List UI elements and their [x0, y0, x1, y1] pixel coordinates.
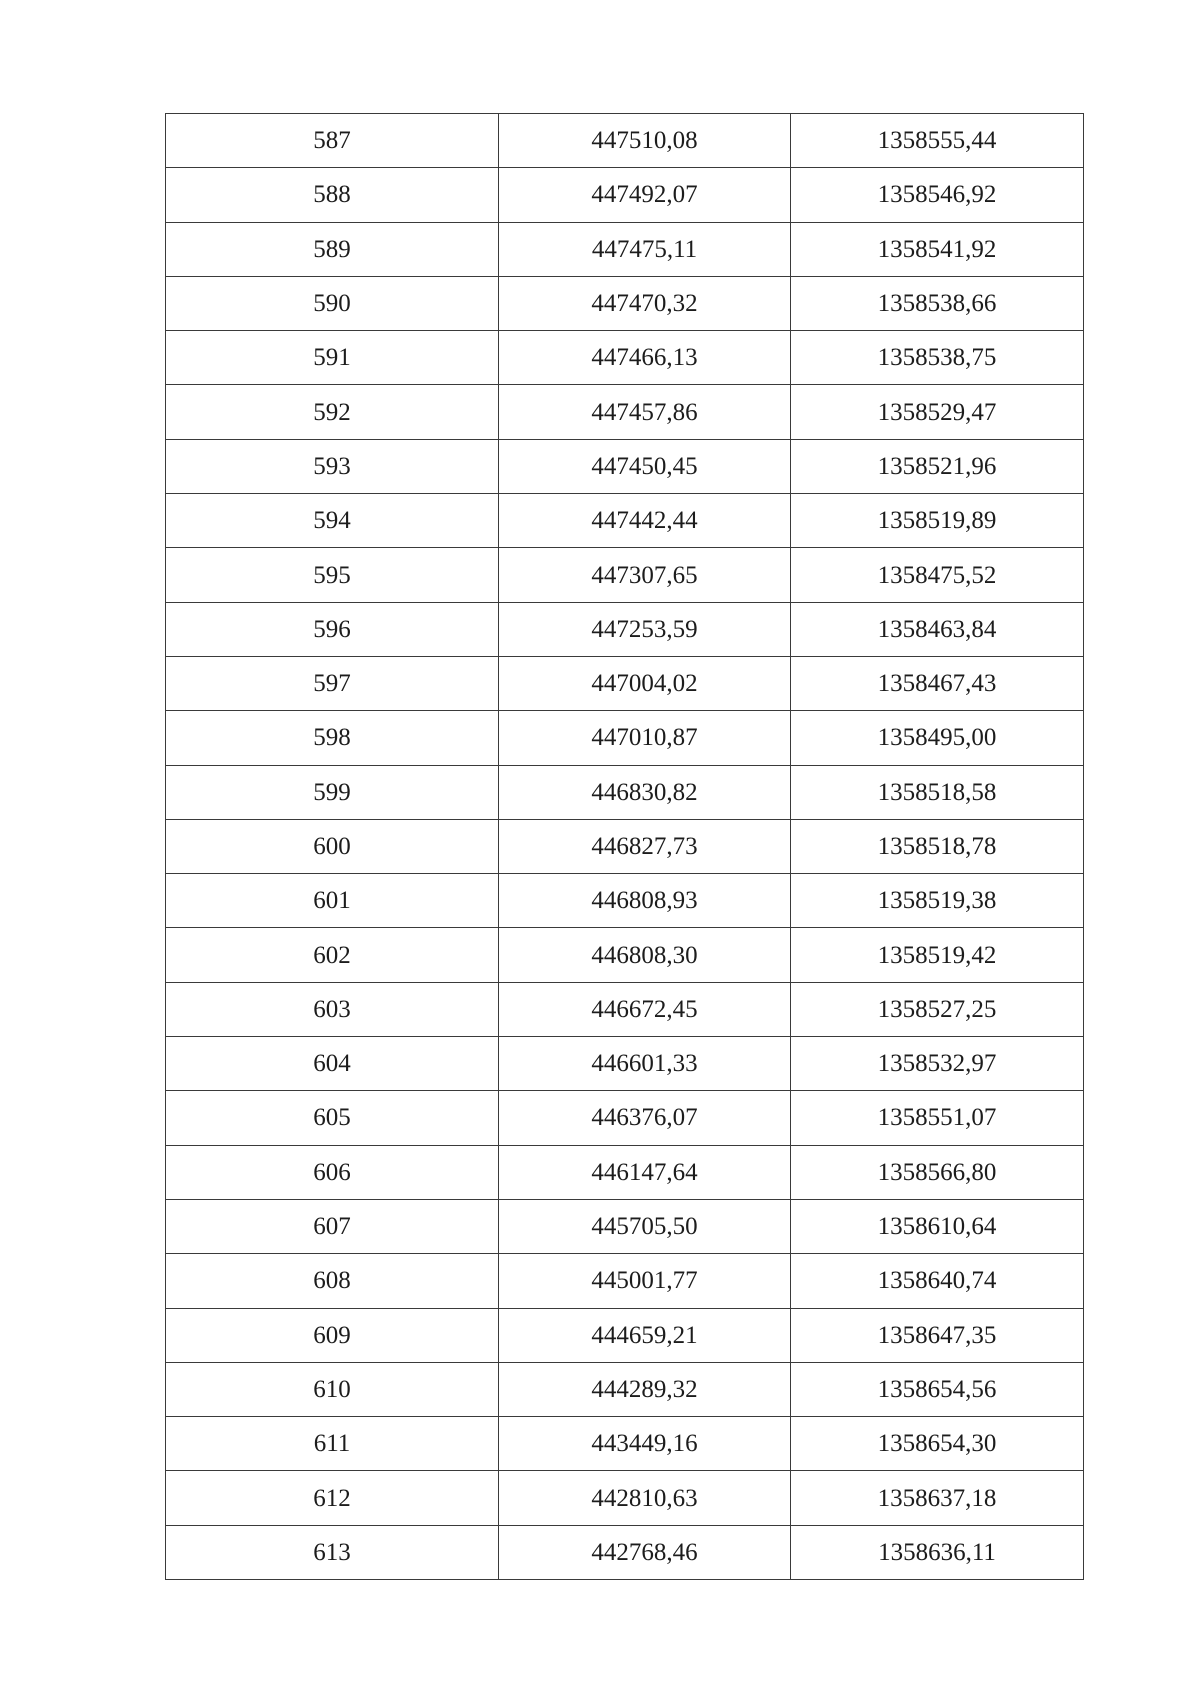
x-coordinate-cell: 446147,64 [499, 1145, 791, 1199]
coordinates-table-body [166, 114, 1084, 1580]
table-row [166, 1417, 1084, 1471]
table-row [166, 656, 1084, 710]
x-coordinate-cell: 442810,63 [499, 1471, 791, 1525]
y-coordinate-cell: 1358519,89 [791, 494, 1084, 548]
point-number-cell: 590 [166, 276, 499, 330]
point-number-cell: 600 [166, 819, 499, 873]
x-coordinate-cell: 447466,13 [499, 331, 791, 385]
x-coordinate-cell: 446808,93 [499, 874, 791, 928]
point-number-cell: 610 [166, 1362, 499, 1416]
y-coordinate-cell: 1358541,92 [791, 222, 1084, 276]
table-row [166, 1308, 1084, 1362]
point-number-cell: 606 [166, 1145, 499, 1199]
y-coordinate-cell: 1358610,64 [791, 1199, 1084, 1253]
y-coordinate-cell: 1358532,97 [791, 1037, 1084, 1091]
table-row [166, 928, 1084, 982]
y-coordinate-cell: 1358495,00 [791, 711, 1084, 765]
table-row [166, 385, 1084, 439]
y-coordinate-cell: 1358467,43 [791, 656, 1084, 710]
y-coordinate-cell: 1358637,18 [791, 1471, 1084, 1525]
y-coordinate-cell: 1358647,35 [791, 1308, 1084, 1362]
y-coordinate-cell: 1358546,92 [791, 168, 1084, 222]
table-row [166, 331, 1084, 385]
y-coordinate-cell: 1358538,66 [791, 276, 1084, 330]
y-coordinate-cell: 1358566,80 [791, 1145, 1084, 1199]
table-row [166, 874, 1084, 928]
point-number-cell: 612 [166, 1471, 499, 1525]
point-number-cell: 598 [166, 711, 499, 765]
y-coordinate-cell: 1358640,74 [791, 1254, 1084, 1308]
x-coordinate-cell: 447442,44 [499, 494, 791, 548]
x-coordinate-cell: 445001,77 [499, 1254, 791, 1308]
table-row [166, 711, 1084, 765]
y-coordinate-cell: 1358654,56 [791, 1362, 1084, 1416]
x-coordinate-cell: 447253,59 [499, 602, 791, 656]
point-number-cell: 596 [166, 602, 499, 656]
x-coordinate-cell: 446808,30 [499, 928, 791, 982]
y-coordinate-cell: 1358538,75 [791, 331, 1084, 385]
y-coordinate-cell: 1358521,96 [791, 439, 1084, 493]
point-number-cell: 589 [166, 222, 499, 276]
x-coordinate-cell: 447470,32 [499, 276, 791, 330]
y-coordinate-cell: 1358654,30 [791, 1417, 1084, 1471]
point-number-cell: 604 [166, 1037, 499, 1091]
point-number-cell: 597 [166, 656, 499, 710]
point-number-cell: 591 [166, 331, 499, 385]
x-coordinate-cell: 447010,87 [499, 711, 791, 765]
table-row [166, 982, 1084, 1036]
table-row [166, 1091, 1084, 1145]
table-row [166, 494, 1084, 548]
point-number-cell: 595 [166, 548, 499, 602]
table-row [166, 276, 1084, 330]
y-coordinate-cell: 1358518,58 [791, 765, 1084, 819]
x-coordinate-cell: 446830,82 [499, 765, 791, 819]
x-coordinate-cell: 443449,16 [499, 1417, 791, 1471]
point-number-cell: 593 [166, 439, 499, 493]
point-number-cell: 609 [166, 1308, 499, 1362]
x-coordinate-cell: 445705,50 [499, 1199, 791, 1253]
y-coordinate-cell: 1358519,42 [791, 928, 1084, 982]
point-number-cell: 594 [166, 494, 499, 548]
y-coordinate-cell: 1358551,07 [791, 1091, 1084, 1145]
table-row [166, 439, 1084, 493]
point-number-cell: 607 [166, 1199, 499, 1253]
table-row [166, 1199, 1084, 1253]
table-row [166, 602, 1084, 656]
x-coordinate-cell: 447510,08 [499, 114, 791, 168]
x-coordinate-cell: 447307,65 [499, 548, 791, 602]
y-coordinate-cell: 1358527,25 [791, 982, 1084, 1036]
x-coordinate-cell: 444659,21 [499, 1308, 791, 1362]
table-row [166, 1362, 1084, 1416]
x-coordinate-cell: 444289,32 [499, 1362, 791, 1416]
x-coordinate-cell: 447004,02 [499, 656, 791, 710]
y-coordinate-cell: 1358519,38 [791, 874, 1084, 928]
point-number-cell: 602 [166, 928, 499, 982]
point-number-cell: 608 [166, 1254, 499, 1308]
y-coordinate-cell: 1358636,11 [791, 1525, 1084, 1579]
table-row [166, 222, 1084, 276]
point-number-cell: 587 [166, 114, 499, 168]
table-row [166, 1471, 1084, 1525]
x-coordinate-cell: 446672,45 [499, 982, 791, 1036]
point-number-cell: 599 [166, 765, 499, 819]
table-row [166, 819, 1084, 873]
table-row [166, 114, 1084, 168]
x-coordinate-cell: 447450,45 [499, 439, 791, 493]
y-coordinate-cell: 1358475,52 [791, 548, 1084, 602]
table-row [166, 168, 1084, 222]
x-coordinate-cell: 446601,33 [499, 1037, 791, 1091]
point-number-cell: 592 [166, 385, 499, 439]
table-row [166, 765, 1084, 819]
point-number-cell: 588 [166, 168, 499, 222]
table-row [166, 1254, 1084, 1308]
y-coordinate-cell: 1358529,47 [791, 385, 1084, 439]
point-number-cell: 611 [166, 1417, 499, 1471]
table-row [166, 1145, 1084, 1199]
y-coordinate-cell: 1358463,84 [791, 602, 1084, 656]
x-coordinate-cell: 442768,46 [499, 1525, 791, 1579]
coordinates-table [165, 113, 1084, 1580]
y-coordinate-cell: 1358518,78 [791, 819, 1084, 873]
point-number-cell: 603 [166, 982, 499, 1036]
x-coordinate-cell: 447475,11 [499, 222, 791, 276]
table-row [166, 1037, 1084, 1091]
point-number-cell: 605 [166, 1091, 499, 1145]
point-number-cell: 613 [166, 1525, 499, 1579]
y-coordinate-cell: 1358555,44 [791, 114, 1084, 168]
point-number-cell: 601 [166, 874, 499, 928]
x-coordinate-cell: 446376,07 [499, 1091, 791, 1145]
x-coordinate-cell: 446827,73 [499, 819, 791, 873]
x-coordinate-cell: 447492,07 [499, 168, 791, 222]
x-coordinate-cell: 447457,86 [499, 385, 791, 439]
table-row [166, 548, 1084, 602]
table-row [166, 1525, 1084, 1579]
